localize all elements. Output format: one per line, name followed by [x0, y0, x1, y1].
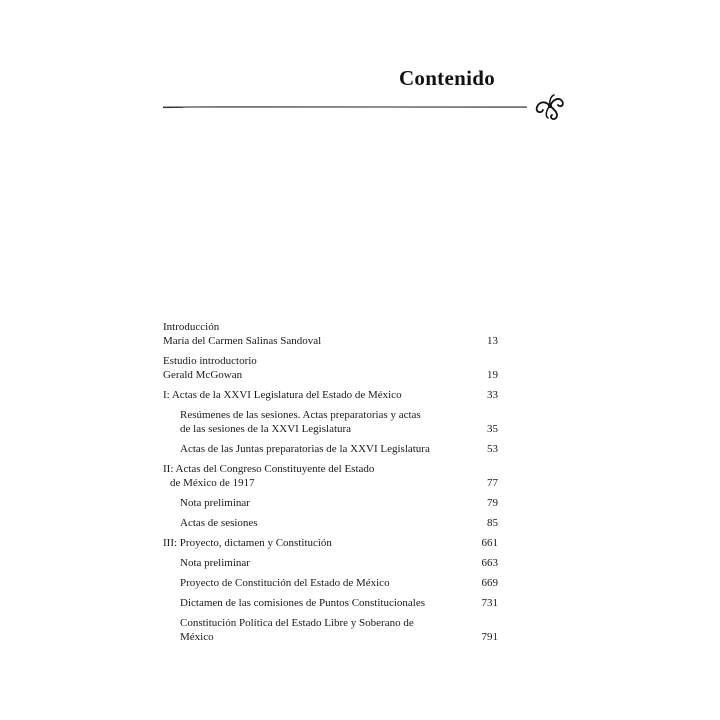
toc-entry-proyecto-constitucion[interactable] [163, 576, 498, 590]
toc-entry-resumenes[interactable] [163, 408, 498, 436]
toc-entry-title: Constitución Política del Estado Libre y Soberano de México [180, 617, 414, 643]
toc-page-number: 33 [487, 389, 498, 401]
toc-page-number: 79 [487, 497, 498, 509]
toc-entry-part-1[interactable] [163, 388, 498, 402]
toc-entry-title: I: Actas de la XXVI Legislatura del Estado de México [163, 389, 402, 401]
toc-entry-title: III: Proyecto, dictamen y Constitución [163, 537, 332, 549]
toc-entry-title: Nota preliminar [180, 497, 250, 509]
table-of-contents [163, 320, 498, 644]
toc-entry-part-3[interactable] [163, 536, 498, 550]
toc-entry-title: Estudio introductorio [163, 355, 257, 367]
toc-entry-author: María del Carmen Salinas Sandoval [163, 335, 322, 347]
toc-entry-title: Actas de las Juntas preparatorias de la XXVI Legislatura [180, 443, 430, 455]
toc-entry-dictamen[interactable] [163, 596, 498, 610]
title-rule [163, 103, 531, 111]
toc-entry-estudio-introductorio[interactable] [163, 354, 498, 382]
fleuron-icon [531, 90, 569, 122]
toc-page-number: 13 [487, 335, 498, 347]
toc-page-number: 661 [481, 537, 498, 549]
toc-entry-title: Dictamen de las comisiones de Puntos Constitucionales [180, 597, 426, 609]
toc-page-number: 53 [487, 443, 498, 455]
toc-page-number: 731 [481, 597, 498, 609]
toc-page-number: 85 [487, 517, 498, 529]
toc-entry-actas-juntas[interactable] [163, 442, 498, 456]
toc-page-number: 791 [481, 631, 498, 643]
toc-entry-title: Nota preliminar [180, 557, 250, 569]
toc-entry-author: Gerald McGowan [163, 369, 243, 381]
toc-entry-title-line2: de las sesiones de la XXVI Legislatura [180, 423, 352, 435]
toc-page-number: 663 [481, 557, 498, 569]
toc-page-number: 35 [487, 423, 498, 435]
toc-entry-part-2[interactable] [163, 462, 498, 490]
toc-entry-actas-sesiones[interactable] [163, 516, 498, 530]
toc-entry-title: Introducción [163, 321, 220, 333]
toc-entry-title-line1: II: Actas del Congreso Constituyente del Estado [163, 463, 375, 475]
toc-page-number: 669 [481, 577, 498, 589]
toc-entry-nota-preliminar-3[interactable] [163, 556, 498, 570]
toc-entry-title-line2: de México de 1917 [170, 477, 255, 489]
toc-entry-constitucion-politica[interactable] [163, 616, 498, 644]
toc-entry-title-line1: Resúmenes de las sesiones. Actas preparatorias y actas [180, 409, 421, 421]
toc-page-number: 77 [487, 477, 498, 489]
toc-entry-title: Actas de sesiones [180, 517, 258, 529]
toc-entry-title: Proyecto de Constitución del Estado de México [180, 577, 390, 589]
toc-entry-nota-preliminar-2[interactable] [163, 496, 498, 510]
page-title: Contenido [398, 66, 495, 90]
toc-entry-introduccion[interactable] [163, 320, 498, 348]
toc-page-number: 19 [487, 369, 498, 381]
